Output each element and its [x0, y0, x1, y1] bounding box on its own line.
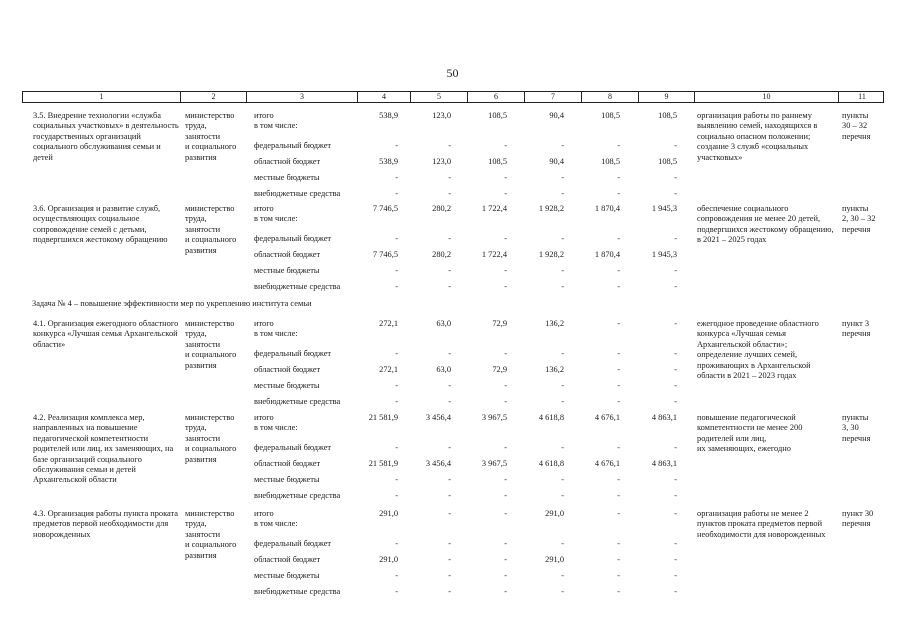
activity-name: 3.6. Организация и развитие служб, осуществляющих социальное сопровождение семей с детьми, подвергшихся жестокому обращению	[33, 204, 168, 245]
amount-cell: -	[395, 397, 398, 406]
header-col-10: 10	[695, 92, 839, 102]
amount-cell: -	[617, 509, 620, 518]
amount-cell: 21 581,9	[368, 459, 398, 468]
amount-cell: -	[504, 282, 507, 291]
amount-cell: -	[674, 397, 677, 406]
amount-cell: -	[504, 349, 507, 358]
amount-cell: -	[504, 587, 507, 596]
funding-source-label: местные бюджеты	[254, 475, 320, 484]
amount-cell: 1 870,4	[594, 250, 620, 259]
amount-cell: -	[561, 141, 564, 150]
amount-cell: -	[395, 539, 398, 548]
amount-cell: -	[504, 539, 507, 548]
funding-source-label: областной бюджет	[254, 555, 321, 564]
amount-cell: -	[561, 587, 564, 596]
funding-source-label: местные бюджеты	[254, 571, 320, 580]
amount-cell: -	[617, 443, 620, 452]
amount-cell: -	[504, 443, 507, 452]
funding-source-label: областной бюджет	[254, 459, 321, 468]
amount-cell: -	[504, 381, 507, 390]
executor: министерство труда, занятости и социального развития	[185, 111, 237, 162]
activity-name: 4.1. Организация ежегодного областного конкурса «Лучшая семья Архангельской области»	[33, 319, 179, 349]
amount-cell: 4 863,1	[651, 413, 677, 422]
amount-cell: -	[617, 365, 620, 374]
amount-cell: 291,0	[379, 509, 398, 518]
amount-cell: -	[395, 189, 398, 198]
amount-cell: 108,5	[658, 157, 677, 166]
amount-cell: 7 746,5	[372, 250, 398, 259]
amount-cell: -	[448, 443, 451, 452]
amount-cell: 538,9	[379, 111, 398, 120]
amount-cell: -	[617, 234, 620, 243]
amount-cell: 4 676,1	[594, 413, 620, 422]
amount-cell: -	[448, 475, 451, 484]
list-reference: пункты 2, 30 – 32 перечня	[842, 204, 876, 234]
amount-cell: -	[617, 555, 620, 564]
executor: министерство труда, занятости и социального развития	[185, 319, 237, 370]
amount-cell: -	[504, 266, 507, 275]
amount-cell: -	[561, 234, 564, 243]
funding-source-label: итого в том числе:	[254, 204, 298, 223]
amount-cell: 7 746,5	[372, 204, 398, 213]
amount-cell: -	[395, 381, 398, 390]
amount-cell: -	[395, 571, 398, 580]
amount-cell: -	[674, 475, 677, 484]
amount-cell: 123,0	[432, 157, 451, 166]
amount-cell: -	[617, 189, 620, 198]
amount-cell: -	[617, 349, 620, 358]
amount-cell: 1 945,3	[651, 204, 677, 213]
expected-result: обеспечение социального сопровождения не менее 20 детей, подвергшихся жестокому обращению, в 2021 – 2025 годах	[697, 204, 834, 245]
funding-source-label: итого в том числе:	[254, 111, 298, 130]
amount-cell: -	[395, 475, 398, 484]
funding-source-label: местные бюджеты	[254, 381, 320, 390]
funding-source-label: внебюджетные средства	[254, 491, 341, 500]
activity-name: 4.3. Организация работы пункта проката предметов первой необходимости для новорожденных	[33, 509, 179, 539]
expected-result: ежегодное проведение областного конкурса «Лучшая семья Архангельской области»; определение лучших семей, проживающих в Архангельской области в 2021 – 2023 годах	[697, 319, 819, 381]
funding-source-label: итого в том числе:	[254, 319, 298, 338]
amount-cell: 272,1	[379, 319, 398, 328]
amount-cell: -	[674, 266, 677, 275]
amount-cell: 1 722,4	[481, 250, 507, 259]
amount-cell: -	[395, 234, 398, 243]
amount-cell: 21 581,9	[368, 413, 398, 422]
funding-source-label: итого в том числе:	[254, 509, 298, 528]
funding-source-label: областной бюджет	[254, 157, 321, 166]
funding-source-label: федеральный бюджет	[254, 141, 332, 150]
amount-cell: -	[395, 266, 398, 275]
funding-source-label: федеральный бюджет	[254, 443, 332, 452]
amount-cell: -	[674, 282, 677, 291]
amount-cell: -	[504, 475, 507, 484]
amount-cell: -	[674, 381, 677, 390]
amount-cell: -	[395, 587, 398, 596]
amount-cell: -	[561, 491, 564, 500]
executor: министерство труда, занятости и социального развития	[185, 509, 237, 560]
expected-result: организация работы по раннему выявлению семей, находящихся в социально опасном положении; создание 3 служб «социальных участковых»	[697, 111, 818, 162]
amount-cell: -	[448, 555, 451, 564]
amount-cell: -	[674, 443, 677, 452]
amount-cell: 72,9	[492, 365, 507, 374]
amount-cell: -	[674, 141, 677, 150]
amount-cell: -	[617, 491, 620, 500]
amount-cell: -	[448, 381, 451, 390]
amount-cell: -	[617, 381, 620, 390]
amount-cell: -	[674, 365, 677, 374]
amount-cell: -	[674, 555, 677, 564]
amount-cell: -	[617, 587, 620, 596]
activity-name: 3.5. Внедрение технологии «служба социальных участковых» в деятельность государственных организаций социального обслуживания семьи и детей	[33, 111, 179, 162]
amount-cell: 72,9	[492, 319, 507, 328]
amount-cell: -	[504, 555, 507, 564]
amount-cell: -	[674, 173, 677, 182]
amount-cell: -	[448, 282, 451, 291]
amount-cell: -	[674, 571, 677, 580]
amount-cell: 90,4	[549, 157, 564, 166]
amount-cell: -	[674, 319, 677, 328]
amount-cell: 136,2	[545, 319, 564, 328]
amount-cell: -	[448, 491, 451, 500]
amount-cell: -	[504, 189, 507, 198]
amount-cell: 1 928,2	[538, 250, 564, 259]
amount-cell: -	[561, 266, 564, 275]
amount-cell: -	[674, 234, 677, 243]
amount-cell: -	[504, 234, 507, 243]
amount-cell: -	[561, 381, 564, 390]
amount-cell: -	[617, 173, 620, 182]
amount-cell: -	[395, 349, 398, 358]
list-reference: пункт 3 перечня	[842, 319, 871, 339]
amount-cell: 291,0	[545, 555, 564, 564]
amount-cell: -	[617, 282, 620, 291]
amount-cell: 108,5	[601, 157, 620, 166]
amount-cell: 1 722,4	[481, 204, 507, 213]
amount-cell: -	[674, 539, 677, 548]
amount-cell: 272,1	[379, 365, 398, 374]
amount-cell: -	[395, 173, 398, 182]
amount-cell: -	[561, 349, 564, 358]
amount-cell: 63,0	[436, 365, 451, 374]
amount-cell: -	[561, 475, 564, 484]
funding-source-label: местные бюджеты	[254, 173, 320, 182]
page-number: 50	[446, 66, 459, 80]
expected-result: повышение педагогической компетентности не менее 200 родителей или лиц, их заменяющих, ежегодно	[697, 413, 803, 454]
amount-cell: -	[617, 475, 620, 484]
header-col-8: 8	[582, 92, 639, 102]
task-4-heading: Задача № 4 – повышение эффективности мер по укреплению института семьи	[32, 299, 312, 308]
funding-source-label: областной бюджет	[254, 250, 321, 259]
funding-source-label: внебюджетные средства	[254, 587, 341, 596]
amount-cell: -	[561, 189, 564, 198]
amount-cell: -	[448, 266, 451, 275]
amount-cell: 136,2	[545, 365, 564, 374]
amount-cell: -	[395, 443, 398, 452]
funding-source-label: федеральный бюджет	[254, 234, 332, 243]
list-reference: пункты 30 – 32 перечня	[842, 111, 871, 141]
amount-cell: 3 456,4	[425, 459, 451, 468]
amount-cell: -	[504, 173, 507, 182]
header-col-4: 4	[358, 92, 411, 102]
table-header	[22, 91, 884, 103]
amount-cell: -	[674, 189, 677, 198]
amount-cell: -	[448, 509, 451, 518]
funding-source-label: внебюджетные средства	[254, 282, 341, 291]
amount-cell: -	[448, 141, 451, 150]
funding-source-label: итого в том числе:	[254, 413, 298, 432]
header-col-11: 11	[858, 92, 866, 101]
funding-source-label: внебюджетные средства	[254, 397, 341, 406]
amount-cell: -	[617, 539, 620, 548]
funding-source-label: федеральный бюджет	[254, 349, 332, 358]
amount-cell: -	[617, 319, 620, 328]
amount-cell: 4 863,1	[651, 459, 677, 468]
amount-cell: -	[674, 349, 677, 358]
amount-cell: -	[561, 282, 564, 291]
amount-cell: -	[448, 173, 451, 182]
amount-cell: 108,5	[488, 111, 507, 120]
expected-result: организация работы не менее 2 пунктов проката предметов первой необходимости для новорожденных	[697, 509, 826, 539]
amount-cell: -	[395, 491, 398, 500]
amount-cell: 3 456,4	[425, 413, 451, 422]
amount-cell: 280,2	[432, 204, 451, 213]
amount-cell: 1 870,4	[594, 204, 620, 213]
amount-cell: -	[395, 141, 398, 150]
amount-cell: -	[561, 397, 564, 406]
amount-cell: 90,4	[549, 111, 564, 120]
funding-source-label: областной бюджет	[254, 365, 321, 374]
header-col-2: 2	[181, 92, 247, 102]
amount-cell: 291,0	[545, 509, 564, 518]
header-col-1: 1	[23, 92, 181, 102]
amount-cell: 280,2	[432, 250, 451, 259]
amount-cell: -	[674, 509, 677, 518]
funding-source-label: федеральный бюджет	[254, 539, 332, 548]
funding-source-label: внебюджетные средства	[254, 189, 341, 198]
header-col-3: 3	[247, 92, 358, 102]
amount-cell: 1 945,3	[651, 250, 677, 259]
amount-cell: -	[674, 491, 677, 500]
header-col-7: 7	[525, 92, 582, 102]
amount-cell: -	[617, 141, 620, 150]
amount-cell: 3 967,5	[481, 413, 507, 422]
amount-cell: 123,0	[432, 111, 451, 120]
list-reference: пункты 3, 30 перечня	[842, 413, 871, 443]
funding-source-label: местные бюджеты	[254, 266, 320, 275]
amount-cell: -	[561, 539, 564, 548]
amount-cell: -	[448, 539, 451, 548]
amount-cell: -	[448, 349, 451, 358]
amount-cell: 1 928,2	[538, 204, 564, 213]
list-reference: пункт 30 перечня	[842, 509, 874, 529]
amount-cell: -	[674, 587, 677, 596]
amount-cell: -	[504, 141, 507, 150]
amount-cell: -	[448, 587, 451, 596]
amount-cell: -	[617, 266, 620, 275]
amount-cell: -	[561, 571, 564, 580]
amount-cell: 108,5	[601, 111, 620, 120]
amount-cell: -	[504, 491, 507, 500]
amount-cell: 538,9	[379, 157, 398, 166]
amount-cell: -	[448, 397, 451, 406]
amount-cell: -	[448, 189, 451, 198]
amount-cell: -	[617, 571, 620, 580]
amount-cell: -	[561, 173, 564, 182]
amount-cell: 4 676,1	[594, 459, 620, 468]
amount-cell: 291,0	[379, 555, 398, 564]
amount-cell: 108,5	[658, 111, 677, 120]
amount-cell: 4 618,8	[538, 459, 564, 468]
amount-cell: -	[561, 443, 564, 452]
amount-cell: -	[617, 397, 620, 406]
header-col-6: 6	[468, 92, 525, 102]
amount-cell: -	[504, 509, 507, 518]
activity-name: 4.2. Реализация комплекса мер, направленных на повышение педагогической компетентности родителей или лиц, их заменяющих, на базе организаций социального обслуживания семьи и детей Архангельской области	[33, 413, 174, 485]
amount-cell: -	[504, 571, 507, 580]
amount-cell: 63,0	[436, 319, 451, 328]
amount-cell: 108,5	[488, 157, 507, 166]
amount-cell: -	[504, 397, 507, 406]
amount-cell: -	[395, 282, 398, 291]
header-col-5: 5	[411, 92, 468, 102]
executor: министерство труда, занятости и социального развития	[185, 413, 237, 464]
amount-cell: 3 967,5	[481, 459, 507, 468]
amount-cell: -	[448, 234, 451, 243]
amount-cell: -	[448, 571, 451, 580]
amount-cell: 4 618,8	[538, 413, 564, 422]
header-col-9: 9	[639, 92, 695, 102]
executor: министерство труда, занятости и социального развития	[185, 204, 237, 255]
